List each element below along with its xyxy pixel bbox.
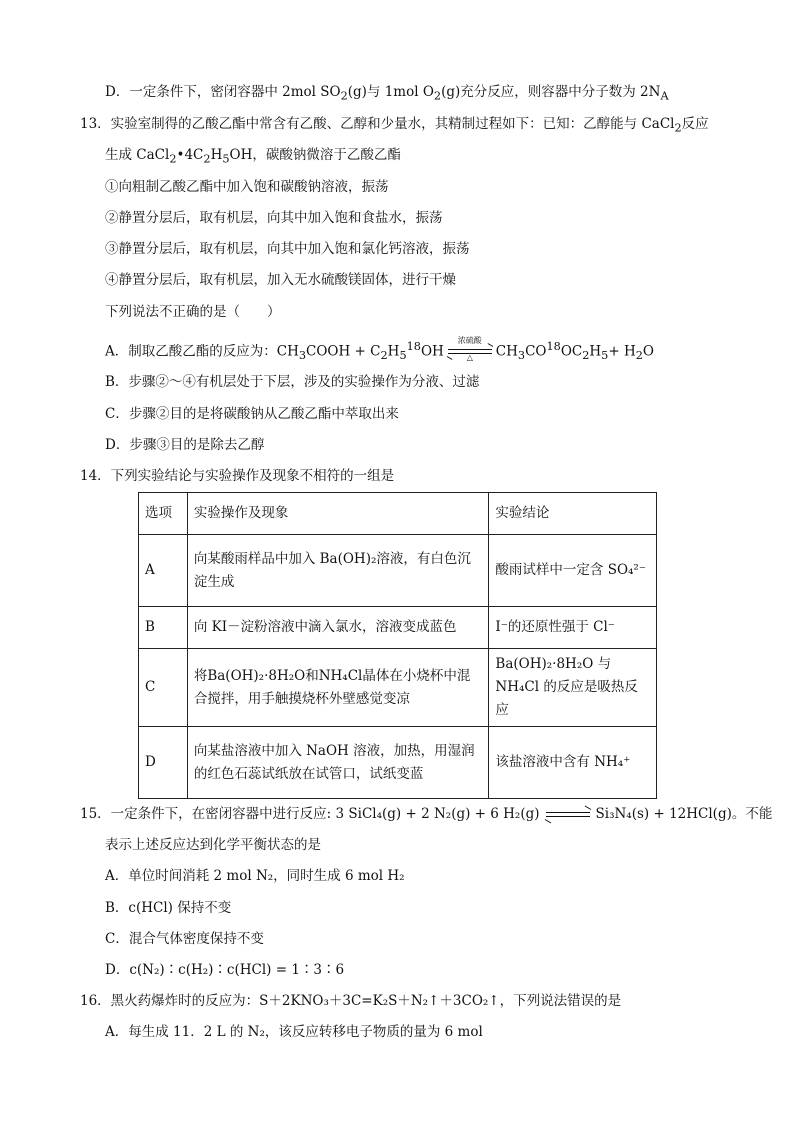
q13-option-d: D．步骤③目的是除去乙醇 <box>105 437 265 453</box>
row-operation: 向某盐溶液中加入 NaOH 溶液，加热，用湿润的红色石蕊试纸放在试管口，试纸变蓝 <box>187 727 489 799</box>
q13-option-b: B．步骤②～④有机层处于下层，涉及的实验操作为分液、过滤 <box>105 374 480 390</box>
row-option: D <box>139 727 188 799</box>
q13-stem-line1: 13．实验室制得的乙酸乙酯中常含有乙酸、乙醇和少量水，其精制过程如下：已知：乙醇能与 CaCl$_2$反应 <box>80 116 709 135</box>
q16-option-a: A．每生成 11．2 L 的 N₂，该反应转移电子物质的量为 6 mol <box>105 1024 483 1040</box>
q15-option-d: D．c(N₂)∶c(H₂)∶c(HCl) = 1∶3∶6 <box>105 962 345 978</box>
table-header-row <box>139 493 657 535</box>
row-conclusion: 酸雨试样中一定含 SO₄²⁻ <box>489 535 657 607</box>
q15-option-b: B．c(HCl) 保持不变 <box>105 900 232 916</box>
header-option: 选项 <box>139 493 188 535</box>
header-operation: 实验操作及现象 <box>187 493 489 535</box>
table-row <box>139 607 657 649</box>
equilibrium-arrow-icon <box>546 809 590 821</box>
row-conclusion: I⁻的还原性强于 Cl⁻ <box>489 607 657 649</box>
row-operation: 向某酸雨样品中加入 Ba(OH)₂溶液，有白色沉淀生成 <box>187 535 489 607</box>
q14-table <box>138 492 657 799</box>
header-conclusion: 实验结论 <box>489 493 657 535</box>
q13-option-a: A．制取乙酸乙酯的反应为：$CH_3COOH + C_2H_5^{18}OH$ 浓硫酸 △ $CH_3CO^{18}OC_2H_5+ H_2O$ <box>105 336 654 363</box>
q15-option-a: A．单位时间消耗 2 mol N₂，同时生成 6 mol H₂ <box>105 868 405 884</box>
row-operation: 将Ba(OH)₂·8H₂O和NH₄Cl晶体在小烧杯中混合搅拌，用手触摸烧杯外壁感觉变凉 <box>187 649 489 727</box>
row-option: A <box>139 535 188 607</box>
table-row <box>139 727 657 799</box>
row-conclusion: Ba(OH)₂·8H₂O 与 NH₄Cl 的反应是吸热反应 <box>489 649 657 727</box>
q14-stem: 14．下列实验结论与实验操作及现象不相符的一组是 <box>80 468 395 484</box>
q13-question: 下列说法不正确的是（ ） <box>105 304 281 320</box>
q13-option-c: C．步骤②目的是将碳酸钠从乙酸乙酯中萃取出来 <box>105 406 399 422</box>
table-row <box>139 649 657 727</box>
row-conclusion: 该盐溶液中含有 NH₄⁺ <box>489 727 657 799</box>
q13-step-1: ①向粗制乙酸乙酯中加入饱和碳酸钠溶液，振荡 <box>105 179 389 195</box>
reversible-arrow-icon: 浓硫酸 △ <box>448 345 492 359</box>
q13-step-2: ②静置分层后，取有机层，向其中加入饱和食盐水，振荡 <box>105 210 443 226</box>
q13-step-4: ④静置分层后，取有机层，加入无水硫酸镁固体，进行干燥 <box>105 272 456 288</box>
q15-stem-line2: 表示上述反应达到化学平衡状态的是 <box>105 837 321 853</box>
row-option: B <box>139 607 188 649</box>
q13-step-3: ③静置分层后，取有机层，向其中加入饱和氯化钙溶液，振荡 <box>105 241 470 257</box>
row-option: C <box>139 649 188 727</box>
q15-stem-line1: 15．一定条件下，在密闭容器中进行反应: 3 SiCl₄(g) + 2 N₂(g) + 6 H₂(g) Si₃N₄(s) + 12HCl(g)。不能 <box>80 806 773 822</box>
q12-option-d: D．一定条件下，密闭容器中 2mol $SO_2(g)$与 1mol $O_2(g)$充分反应，则容器中分子数为 $2N_A$ <box>105 84 669 103</box>
q16-stem: 16．黑火药爆炸时的反应为：S＋2KNO₃＋3C=K₂S＋N₂↑＋3CO₂↑，下列说法错误的是 <box>80 993 622 1009</box>
row-operation: 向 KI－淀粉溶液中滴入氯水，溶液变成蓝色 <box>187 607 489 649</box>
table-row <box>139 535 657 607</box>
q15-option-c: C．混合气体密度保持不变 <box>105 931 264 947</box>
q13-stem-line2: 生成 $CaCl_2•4C_2H_5OH$，碳酸钠微溶于乙酸乙酯 <box>105 147 401 166</box>
